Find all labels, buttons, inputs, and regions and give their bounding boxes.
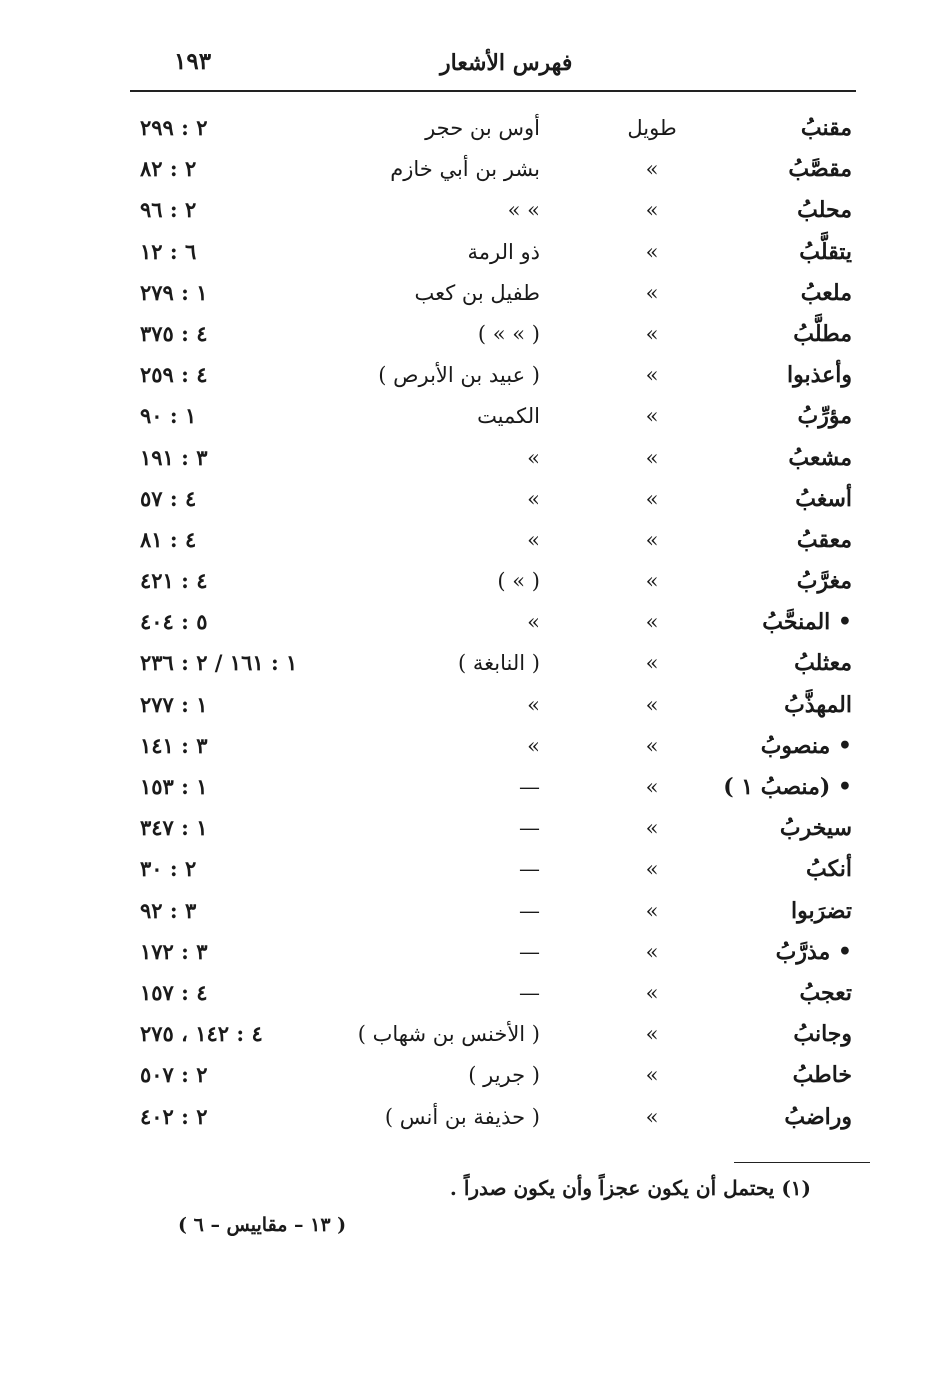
poet-cell: ( النابغة ): [458, 651, 540, 676]
poet-cell: ( جرير ): [468, 1063, 540, 1088]
rhyme-cell: تعجبُ: [799, 979, 852, 1006]
rhyme-cell: مؤرِّبُ: [797, 403, 852, 430]
table-row: [130, 108, 860, 149]
table-row: [130, 891, 860, 932]
poet-cell: ( الأخنس بن شهاب ): [357, 1022, 540, 1047]
meter-cell: »: [645, 857, 659, 882]
meter-cell: »: [645, 692, 659, 717]
reference-cell: ٤ : ٣٧٥: [140, 320, 208, 346]
rhyme-cell: معقبُ: [796, 526, 852, 553]
poet-cell: »: [527, 527, 540, 552]
table-row: [130, 849, 860, 890]
poet-cell: »: [527, 445, 540, 470]
table-row: [130, 1014, 860, 1055]
meter-cell: »: [645, 321, 659, 346]
rhyme-cell: مقنبُ: [800, 115, 852, 141]
reference-cell: ٤ : ٤٢١: [140, 568, 208, 594]
poet-cell: »: [527, 692, 540, 717]
poet-cell: —: [519, 939, 540, 964]
rhyme-cell: • مذرَّبُ: [775, 938, 852, 965]
meter-cell: »: [645, 898, 659, 923]
meter-cell: »: [645, 775, 659, 799]
meter-cell: »: [645, 980, 659, 1005]
meter-cell: »: [645, 280, 659, 305]
table-row: [130, 190, 860, 231]
footnote-divider: [734, 1162, 870, 1163]
page-title: فهرس الأشعار: [440, 50, 573, 76]
table-row: [130, 602, 860, 643]
rhyme-cell: أسغبُ: [795, 485, 852, 512]
meter-cell: »: [645, 527, 659, 552]
table-row: [130, 232, 860, 273]
poet-cell: ذو الرمة: [467, 239, 540, 264]
reference-cell: ١ : ٢٧٧: [140, 691, 208, 717]
reference-cell: ١ : ٢٧٩: [140, 279, 208, 305]
rhyme-cell: مقصَّبُ: [788, 156, 852, 183]
rhyme-cell: • (منصبُ ١ ): [723, 774, 852, 800]
reference-cell: ٢ : ٣٠: [140, 856, 197, 882]
reference-cell: ٢ : ٩٦: [140, 197, 197, 223]
table-row: [130, 643, 860, 684]
reference-cell: ٢ : ٨٢: [140, 156, 197, 182]
rhyme-cell: المهذَّبُ: [784, 691, 852, 718]
table-row: [130, 767, 860, 808]
reference-cell: ٤ : ٢٥٩: [140, 362, 208, 388]
table-row: [130, 520, 860, 561]
table-row: [130, 1055, 860, 1096]
meter-cell: »: [645, 939, 659, 964]
rhyme-cell: يتقلَّبُ: [799, 238, 852, 265]
rhyme-cell: • المنحَّبُ: [762, 609, 852, 636]
reference-cell: ٤ : ٨١: [140, 526, 197, 552]
rhyme-cell: مطلَّبُ: [793, 320, 852, 347]
poet-cell: أوس بن حجر: [425, 116, 540, 140]
table-row: [130, 438, 860, 479]
table-row: [130, 1097, 860, 1138]
poet-cell: —: [519, 816, 540, 841]
table-row: [130, 808, 860, 849]
reference-cell: ١ : ١٦١ / ٢ : ٢٣٦: [140, 650, 298, 676]
meter-cell: »: [645, 1022, 659, 1047]
reference-cell: ١ : ٩٠: [140, 403, 197, 429]
meter-cell: »: [645, 1104, 659, 1129]
rhyme-cell: تضرَبوا: [791, 897, 852, 924]
rhyme-cell: ملعبُ: [800, 279, 852, 306]
poet-cell: ( » » ): [477, 321, 540, 346]
reference-cell: ٤ : ٥٧: [140, 485, 197, 511]
rhyme-cell: محلبُ: [797, 197, 852, 224]
table-row: [130, 726, 860, 767]
rhyme-cell: وأعذبوا: [786, 362, 852, 389]
rhyme-cell: مغرَّبُ: [796, 568, 852, 595]
table-row: [130, 396, 860, 437]
poet-cell: »: [527, 486, 540, 511]
rhyme-cell: وراضبُ: [784, 1103, 852, 1130]
meter-cell: »: [645, 733, 659, 758]
poet-cell: بشر بن أبي خازم: [390, 157, 540, 182]
reference-cell: ٦ : ١٢: [140, 238, 197, 264]
meter-cell: »: [645, 404, 659, 429]
table-row: [130, 355, 860, 396]
meter-cell: »: [645, 157, 659, 182]
table-row: [130, 685, 860, 726]
page-number: ١٩٣: [174, 48, 212, 75]
printer-signature: ( ١٣ – مقاييس – ٦ ): [178, 1214, 347, 1236]
poet-cell: —: [519, 775, 540, 799]
reference-cell: ٤ : ١٤٢ ، ٢٧٥: [140, 1021, 263, 1047]
table-row: [130, 314, 860, 355]
reference-cell: ١ : ٣٤٧: [140, 815, 208, 841]
footnote: (١) يحتمل أن يكون عجزاً وأن يكون صدراً .: [449, 1176, 811, 1200]
reference-cell: ٢ : ٥٠٧: [140, 1062, 208, 1088]
meter-cell: »: [645, 569, 659, 594]
table-row: [130, 479, 860, 520]
poet-cell: ( حذيفة بن أنس ): [384, 1104, 540, 1129]
meter-cell: »: [645, 445, 659, 470]
meter-cell: »: [645, 651, 659, 676]
meter-cell: »: [645, 610, 659, 635]
rhyme-cell: أنكبُ: [806, 856, 852, 883]
reference-cell: ٥ : ٤٠٤: [140, 609, 208, 635]
table-row: [130, 273, 860, 314]
reference-cell: ٣ : ١٧٢: [140, 938, 208, 964]
table-row: [130, 932, 860, 973]
poetry-index-table: [130, 108, 860, 1138]
reference-cell: ٣ : ٩٢: [140, 897, 197, 923]
reference-cell: ٣ : ١٩١: [140, 444, 208, 470]
meter-cell: »: [645, 816, 659, 841]
poet-cell: —: [519, 857, 540, 882]
page-header: [130, 40, 856, 90]
poet-cell: ( » ): [497, 569, 540, 594]
header-divider: [130, 90, 856, 92]
rhyme-cell: • منصوبُ: [760, 732, 852, 759]
table-row: [130, 973, 860, 1014]
reference-cell: ٢ : ٢٩٩: [140, 115, 208, 140]
meter-cell: »: [645, 486, 659, 511]
poet-cell: » »: [507, 198, 540, 223]
poet-cell: الكميت: [477, 404, 540, 429]
rhyme-cell: معثلبُ: [794, 650, 852, 677]
poet-cell: طفيل بن كعب: [414, 280, 540, 305]
poet-cell: »: [527, 610, 540, 635]
rhyme-cell: خاطبُ: [792, 1062, 852, 1089]
reference-cell: ٣ : ١٤١: [140, 732, 208, 758]
meter-cell: »: [645, 198, 659, 223]
meter-cell: »: [645, 363, 659, 388]
rhyme-cell: مشعبُ: [788, 444, 852, 471]
rhyme-cell: سيخربُ: [779, 815, 852, 842]
table-row: [130, 561, 860, 602]
meter-cell: »: [645, 1063, 659, 1088]
poet-cell: —: [519, 980, 540, 1005]
poet-cell: —: [519, 898, 540, 923]
reference-cell: ٢ : ٤٠٢: [140, 1103, 208, 1129]
table-row: [130, 149, 860, 190]
reference-cell: ١ : ١٥٣: [140, 774, 208, 799]
reference-cell: ٤ : ١٥٧: [140, 979, 208, 1005]
meter-cell: »: [645, 239, 659, 264]
poet-cell: ( عبيد بن الأبرص ): [378, 363, 540, 388]
poet-cell: »: [527, 733, 540, 758]
meter-cell: طويل: [627, 116, 677, 140]
rhyme-cell: وجانبُ: [793, 1021, 852, 1048]
